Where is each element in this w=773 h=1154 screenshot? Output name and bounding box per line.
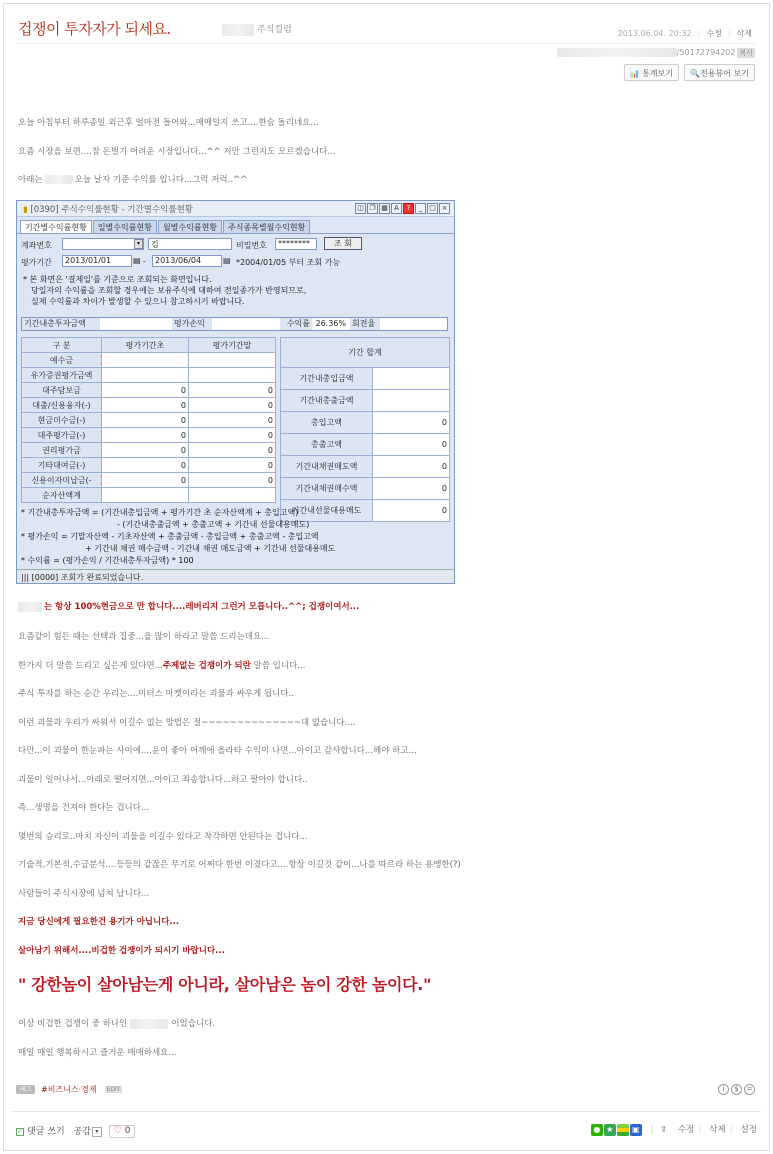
share-icon[interactable]: ⇪ xyxy=(660,1125,668,1135)
status-text: [0000] 조회가 완료되었습니다. xyxy=(31,573,144,582)
settings-link[interactable]: 설정 xyxy=(740,1125,757,1135)
heart-icon: ♡ xyxy=(113,1126,122,1136)
formula-notes: * 기간내총투자금액 = (기간내총입금액 + 평가기간 초 순자산액계 + 총입고액) - (기간내총출금액 + 총출고액 + 기간내 선물대용매도) * 평가손익 = 기말자산액 - 기초자산액 + 총출금액 - 총입금액 + 총출고액 - 총입고액 + 기간내 채권 매수금액 - 기간내 채권 매도금액 + 기간내 선물대용매도 * 수익률 = (평가손익 / 기간내총투자금액) * 100 xyxy=(21,508,336,565)
paragraph: 오늘 아침부터 하루종일 외근후 얼마전 들어와...매매일지 쓰고....한숨 돌리네요... xyxy=(18,118,319,128)
tag-link[interactable]: #비즈니스·경제 xyxy=(41,1085,97,1094)
grid-icon: ▦ xyxy=(379,203,390,214)
paragraph: 요즘같이 힘든 때는 선택과 집중...을 많이 하라고 말씀 드리는데요... xyxy=(18,632,270,642)
return-rate-value: 26.36% xyxy=(315,319,346,328)
paragraph: 사람들이 주식시장에 넘쳐 납니다... xyxy=(18,889,150,899)
period-total-table: 기간 합계 기간내총입금액 기간내총출금액 총입고액 0 총출고액 0 기간내채권매도액 0 기간내채권매수액 0 기간내선물대용매도 0 xyxy=(280,337,450,522)
delete-link[interactable]: 삭제 xyxy=(709,1125,726,1135)
stats-button[interactable] xyxy=(624,64,679,81)
url-suffix: /50172794202 xyxy=(676,48,736,57)
like-button[interactable] xyxy=(109,1125,136,1138)
post-title: 겁쟁이 투자자가 되세요. xyxy=(18,20,171,38)
star-icon[interactable]: ★ xyxy=(604,1124,616,1136)
copy-url-badge[interactable]: 복사 xyxy=(739,49,753,57)
account-label: 계좌번호 xyxy=(21,241,52,250)
paragraph: 다만...이 괴물이 한눈파는 사이에....운이 좋아 어깨에 올라타 수익이 나면...아이고 감사합니다...해야 하고... xyxy=(18,746,417,756)
stats-button-label: 통계보기 xyxy=(642,69,673,78)
paragraph: 이런 괴물과 우리가 싸워서 이길수 없는 방법은 절~~~~~~~~~~~~~~대 없습니다.... xyxy=(18,718,356,728)
header-divider xyxy=(18,43,755,44)
summary-row: 기간내총투자금액 평가손익 수익률 26.36% 회전율 xyxy=(21,317,448,331)
paragraph: 한가지 더 말씀 드리고 싶은게 있다면...주제없는 겁쟁이가 되란 말씀 입니다... xyxy=(18,661,306,671)
paragraph: 주식 투자를 하는 순간 우리는....미터스 마켓이라는 괴물과 싸우게 됩니다.. xyxy=(18,689,294,699)
paragraph-emphasis: 는 항상 100%현금으로 만 합니다....레버리지 그런거 모릅니다..^^; 겁쟁이여서... xyxy=(18,600,359,612)
quote: " 강한놈이 살아남는게 아니라, 살아남은 놈이 강한 놈이다." xyxy=(18,975,432,994)
post-meta: 2013.06.04. 20:32 | 수정 | 삭제 xyxy=(617,29,752,38)
blurred-url xyxy=(557,48,677,57)
tag-icon: 태그 xyxy=(16,1085,35,1094)
minimize-icon: _ xyxy=(415,203,426,214)
naver-me-icon[interactable]: ● xyxy=(591,1124,603,1136)
post-date: 2013.06.04. 20:32 xyxy=(617,29,692,38)
period-label: 평가기간 xyxy=(21,258,52,267)
edit-link[interactable]: 수정 xyxy=(706,29,722,38)
edit-link[interactable]: 수정 xyxy=(677,1125,695,1135)
post-frame xyxy=(3,3,770,1151)
edit-tag-icon[interactable]: EDIT xyxy=(106,1086,121,1093)
calendar-icon: ▤ xyxy=(223,256,231,265)
paragraph: 기술적,기본적,수급분석....등등의 같잖은 무기로 어쩌다 한번 이겼다고....항상 이길것 같이...나를 따르라 하는 용맹한(?) xyxy=(18,860,461,870)
footer-divider xyxy=(12,1111,761,1112)
band-icon[interactable] xyxy=(617,1124,629,1136)
dropdown-arrow-icon: ▾ xyxy=(134,239,143,249)
paragraph: 즉...생명을 건져야 한다는 겁니다... xyxy=(18,803,150,813)
memo-icon[interactable]: ▣ xyxy=(630,1124,642,1136)
blurred-name xyxy=(130,1019,168,1029)
checkbox-icon[interactable]: ✓ xyxy=(17,1127,23,1135)
password-field: ******** xyxy=(275,238,317,250)
hts-window-image: ▮ [0390] 주식수익률현황 - 기간별수익률현황 ◫ ❐ ▦ A ? _ □ × 기간별수익률현황 일별수익률현황 월별수익률현황 주식종목별월수익현황 계좌번호 ▾ 김 비밀번호 ******** 조 회 평가기간 2013/01/01 ▤ - 2013/06/04 ▤ *2004/01/05 부터 조회 가능 * 본 화면은 '결제일'를 기준으로 조회되는 화면입니다. 당일자의 수익률을 조회할 경우에는 보유주식에 대하여 전일종가가 반영되므로, 실제 수익률과 차이가 발생할 수 있으니 참고하시기 바랍니다. 기간내총투자금액 평가손익 수익률 26.36% 회전율 구 분 평가기간초 평가기간말 예수금 유가증권평가금액 대주담보금 0 0 대출/신용융자(-) 0 0 현금미수금(-) 0 0 대주평가금(-) 0 0 권리평가금 0 0 기타대여금(-) 0 0 신용이자미납금(- 0 0 순자산액계 기간 합계 기간내총입금액 기간내총출금액 총입고액 0 총출고액 0 기간내채권매도액 0 기간내채권매수액 0 기간내선물대용매도 0 * 기간내총투자금액 = (기간내총입금액 + 평가기간 초 순자산액계 + 총입고액) - (기간내총출금액 + 총출고액 + 기간내 선물대용매도) * 평가손익 = 기말자산액 - 기초자산액 + 총출금액 - 총입금액 + 총출고액 - 총입고액 + 기간내 채권 매수금액 - 기간내 채권 매도금액 + 기간내 선물대용매도 * 수익률 = (평가손익 / 기간내총투자금액) * 100 ||| [0000] 조회가 완료되었습니다. xyxy=(16,200,455,584)
restore-icon: ◫ xyxy=(355,203,366,214)
license-icons xyxy=(716,1084,755,1095)
viewer-button[interactable] xyxy=(684,64,755,81)
tab-stock-monthly: 주식종목별월수익현황 xyxy=(223,220,310,234)
status-bar xyxy=(17,569,454,583)
copy-icon: ❐ xyxy=(367,203,378,214)
post-category[interactable] xyxy=(222,22,292,36)
paragraph: 요즘 시장을 보면....참 돈벌기 어려운 시장입니다...^^ 저만 그런지도 모르겠습니다... xyxy=(18,147,336,157)
paragraph: 이상 비겁한 겁쟁이 중 하나인 이었습니다. xyxy=(18,1019,216,1029)
close-icon: × xyxy=(439,203,450,214)
chart-icon: 📊 xyxy=(629,69,643,78)
resize-grip-icon: ||| xyxy=(21,573,32,582)
sympathy-button[interactable]: 공감 xyxy=(73,1127,91,1137)
tab-period: 기간별수익률현황 xyxy=(20,220,92,234)
cc-icon[interactable]: $ xyxy=(731,1084,742,1095)
paragraph: 몇번의 승리로..마치 자신이 괴물을 이길수 있다고 착각하면 안된다는 겁니다... xyxy=(18,832,308,842)
comment-button[interactable]: 댓글 쓰기 xyxy=(27,1127,65,1137)
delete-link[interactable]: 삭제 xyxy=(736,29,752,38)
paragraph: 아래는 오늘 날자 기준 수익률 입니다...그럭 저럭..^^ xyxy=(18,175,248,185)
password-label: 비밀번호 xyxy=(236,241,267,250)
window-notice: * 본 화면은 '결제일'를 기준으로 조회되는 화면입니다. 당일자의 수익률을 조회할 경우에는 보유주식에 대하여 전일종가가 반영되므로, 실제 수익률과 차이가 발생할 수 있으니 참고하시기 바랍니다. xyxy=(23,275,307,306)
paragraph-emphasis: 살아남기 위해서....비겁한 겁쟁이가 되시기 바랍니다... xyxy=(18,946,225,956)
like-count: 0 xyxy=(124,1126,131,1136)
maximize-icon: □ xyxy=(427,203,438,214)
share-and-manage: ● ★ ▣ | ⇪ 수정 | 삭제 | 설정 xyxy=(590,1123,757,1136)
viewer-button-label: 전용뷰어 보기 xyxy=(700,69,749,78)
paragraph: 괴물이 일어나서...아래로 떨어지면...아이고 죄송합니다...하고 팔아야 합니다.. xyxy=(18,775,308,785)
post-url[interactable] xyxy=(557,48,755,58)
window-tabs xyxy=(20,220,311,234)
no-derivative-icon[interactable]: = xyxy=(744,1084,755,1095)
search-icon: 🔍 xyxy=(690,69,701,78)
paragraph: 매일 매일 행복하시고 즐거운 매매하세요... xyxy=(18,1048,177,1058)
font-icon: A xyxy=(391,203,402,214)
blurred-name xyxy=(18,602,42,612)
window-title: [0390] 주식수익률현황 - 기간별수익률현황 xyxy=(30,205,193,215)
window-titlebar xyxy=(17,201,454,217)
calendar-icon: ▤ xyxy=(133,256,141,265)
blurred-blog-name xyxy=(222,24,254,36)
help-icon: ? xyxy=(403,203,414,214)
paragraph-emphasis: 지금 당신에게 필요한건 용기가 아닙니다... xyxy=(18,917,180,927)
account-field xyxy=(62,238,144,250)
tag-row xyxy=(16,1084,122,1095)
category-label: 주식컬럼 xyxy=(257,25,292,35)
query-button: 조 회 xyxy=(324,237,362,250)
date-from-field: 2013/01/01 xyxy=(62,255,132,267)
info-icon[interactable]: i xyxy=(718,1084,729,1095)
asset-table: 구 분 평가기간초 평가기간말 예수금 유가증권평가금액 대주담보금 0 0 대출/신용융자(-) 0 0 현금미수금(-) 0 0 대주평가금(-) 0 0 권리평가금 0 0 기타대여금(-) 0 0 신용이자미납금(- 0 0 순자산액계 xyxy=(21,337,276,503)
post-actions xyxy=(16,1124,135,1138)
tab-monthly: 월별수익률현황 xyxy=(158,220,222,234)
chevron-down-icon[interactable]: ▾ xyxy=(92,1127,102,1137)
blurred-name xyxy=(45,175,73,184)
date-to-field: 2013/06/04 xyxy=(152,255,222,267)
since-note: *2004/01/05 부터 조회 가능 xyxy=(236,258,341,267)
tab-daily: 일별수익률현황 xyxy=(93,220,157,234)
account-name-field: 김 xyxy=(148,238,232,250)
window-icon: ▮ xyxy=(23,205,31,215)
